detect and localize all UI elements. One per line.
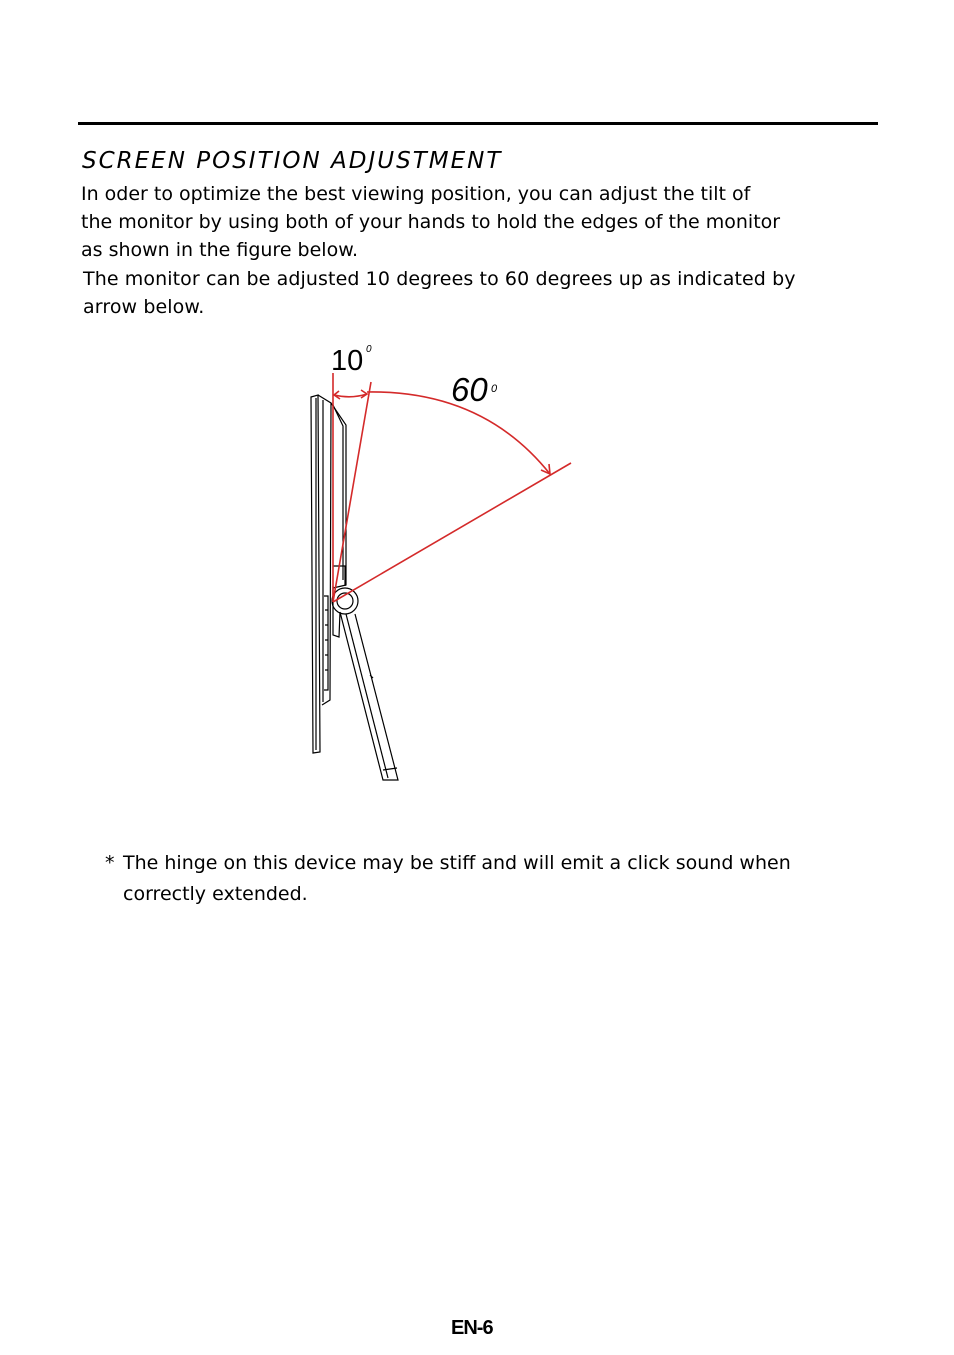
intro-line: the monitor by using both of your hands to hold the edges of the monitor: [81, 211, 781, 233]
ten-degree-unit: 0: [366, 344, 372, 355]
note-text: [123, 848, 791, 910]
tilt-angle-lines: [333, 373, 571, 602]
note-marker: *: [105, 852, 115, 874]
angle-labels: [331, 344, 498, 408]
sixty-degree-label: 60: [451, 371, 488, 408]
page-number: EN-6: [451, 1317, 493, 1339]
sixty-degree-unit: 0: [491, 383, 498, 395]
tilt-range-paragraph: [83, 265, 796, 321]
note-line: correctly extended.: [123, 883, 308, 905]
ten-degree-arc: [334, 394, 367, 397]
sixty-degree-arc: [367, 392, 550, 474]
tilt-range-line: arrow below.: [83, 296, 205, 318]
section-title: SCREEN POSITION ADJUSTMENT: [82, 148, 503, 174]
ten-degree-line: [333, 382, 371, 602]
note-line: The hinge on this device may be stiff and will emit a click sound when: [123, 852, 791, 874]
intro-line: In oder to optimize the best viewing position, you can adjust the tilt of: [81, 183, 751, 205]
ten-degree-label: 10: [331, 345, 364, 377]
tilt-range-line: The monitor can be adjusted 10 degrees to 60 degrees up as indicated by: [83, 268, 796, 290]
sixty-degree-line: [333, 463, 571, 602]
intro-line: as shown in the figure below.: [81, 239, 359, 261]
top-rule: [78, 122, 878, 125]
monitor-side-outline: [311, 395, 398, 780]
intro-paragraph: [81, 180, 780, 264]
